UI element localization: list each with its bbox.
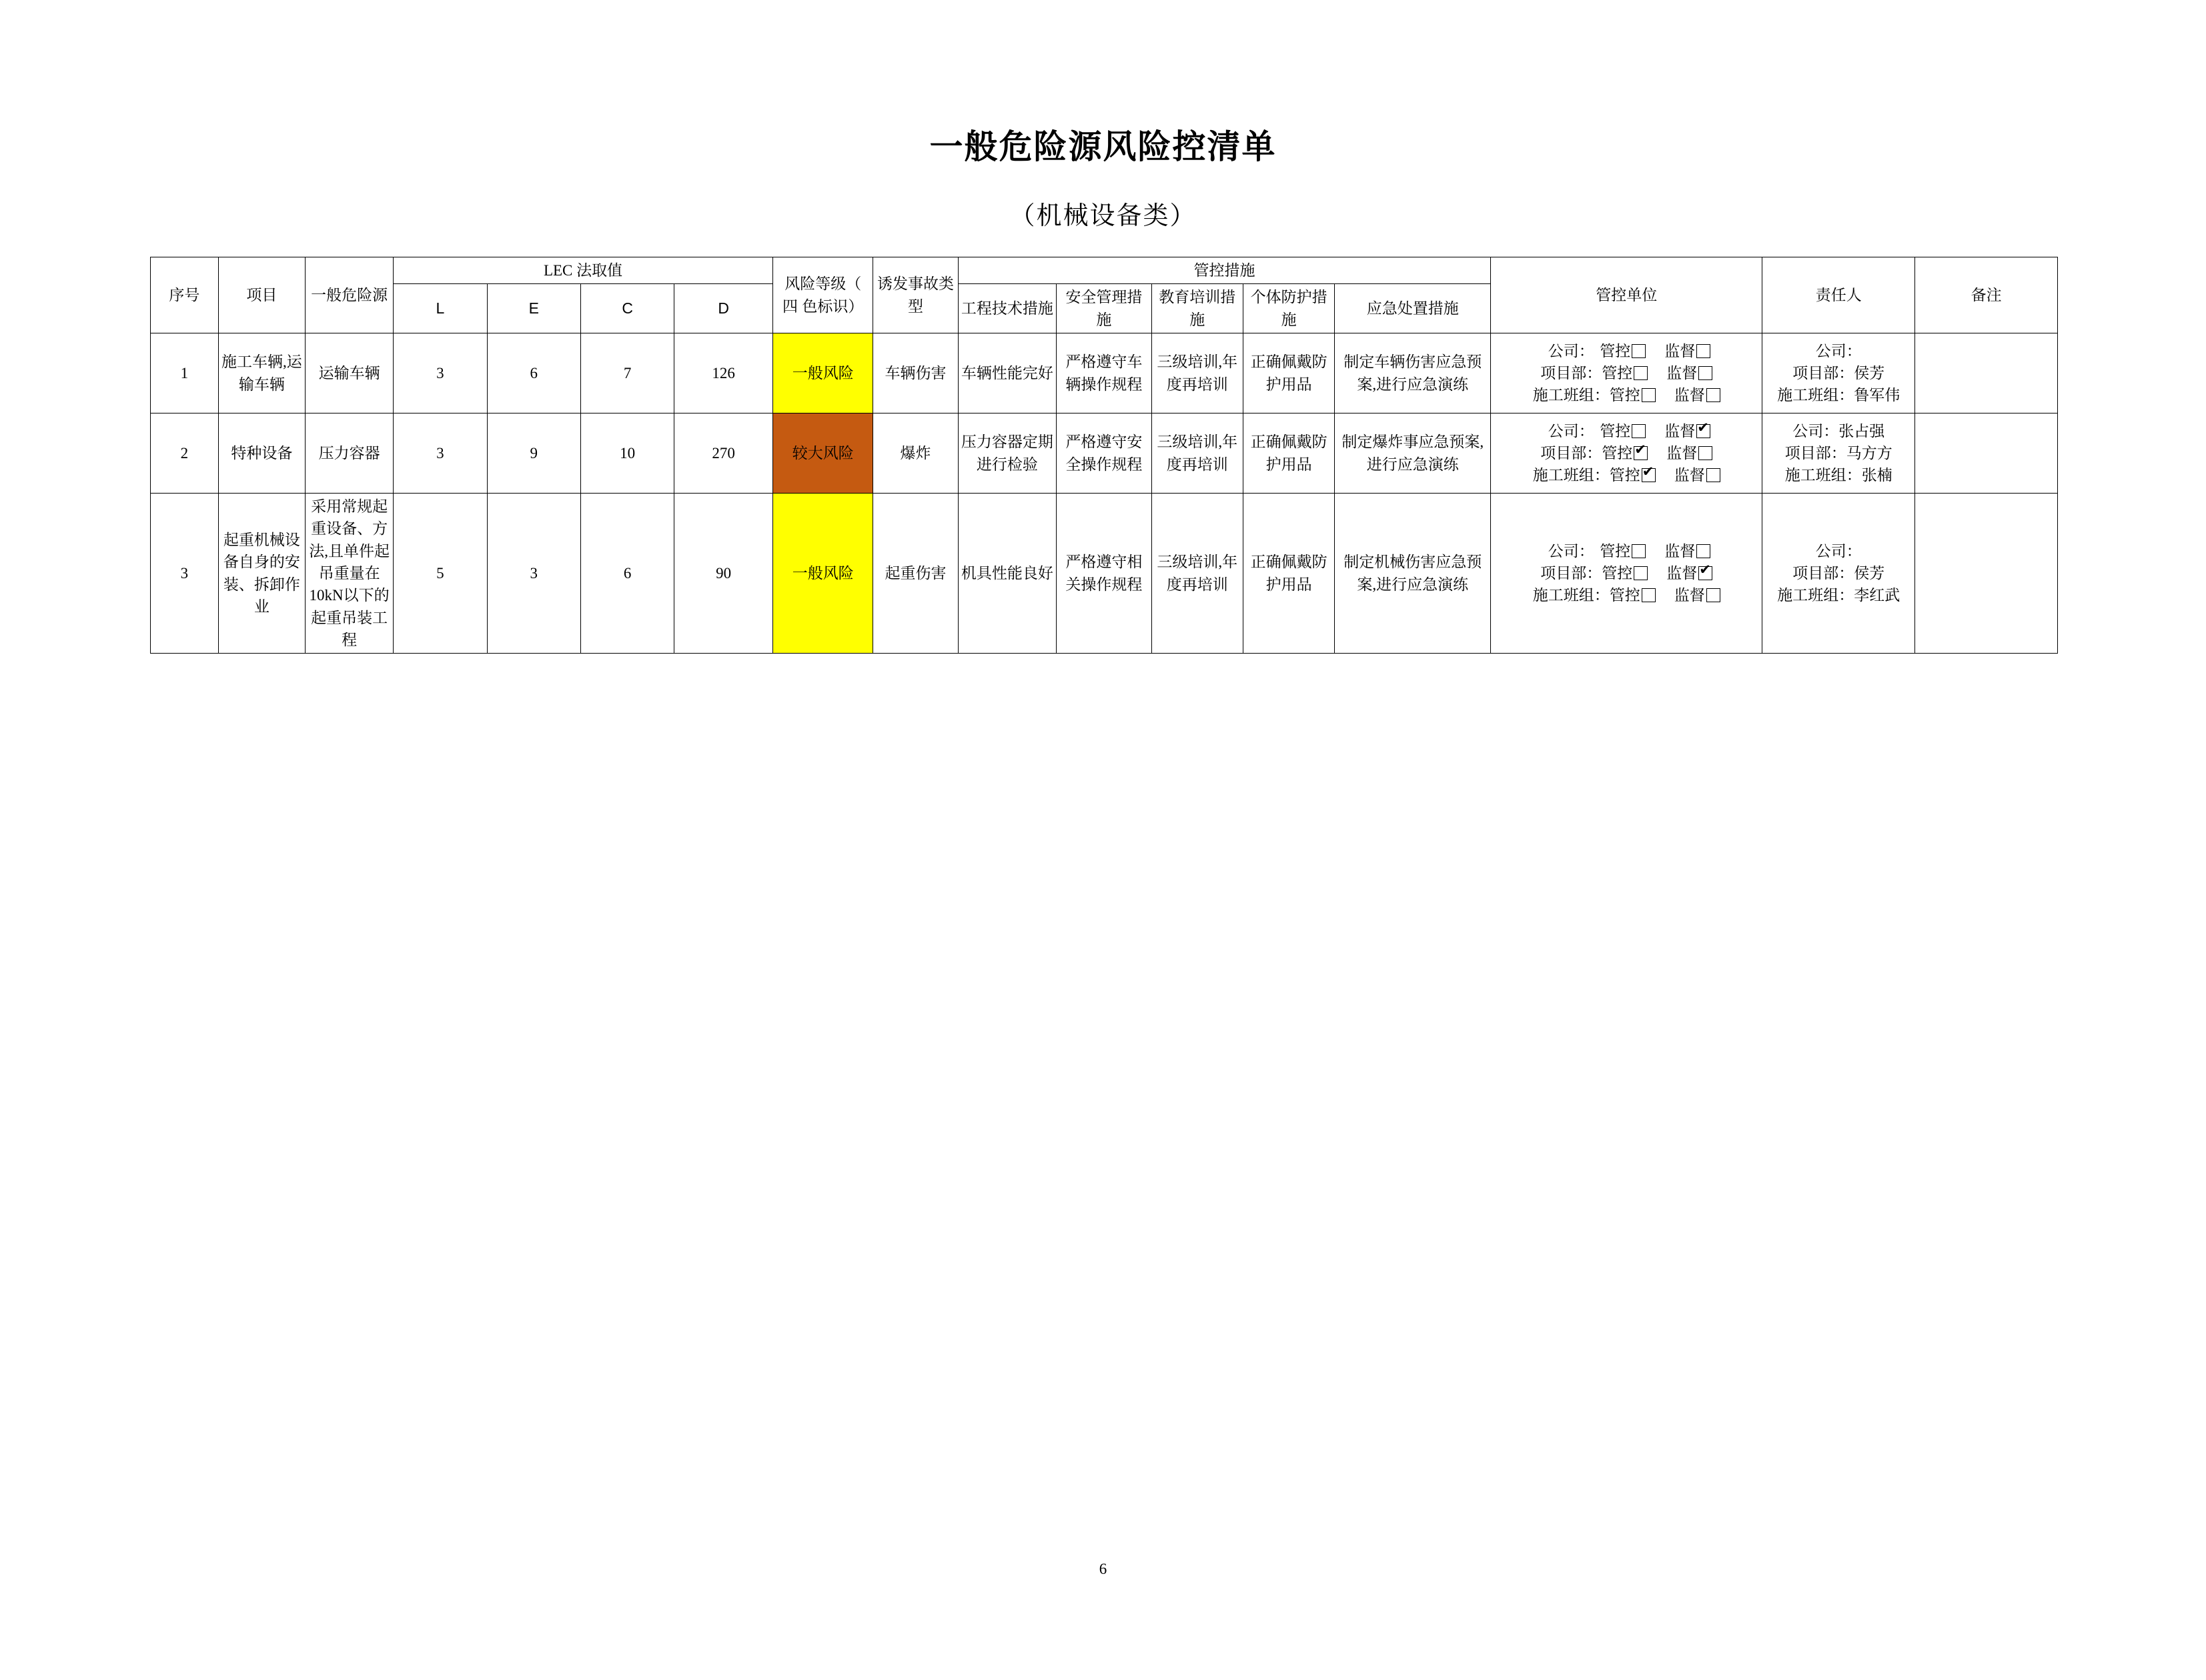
control-unit-label: 公司： — [1548, 342, 1594, 359]
responsible-line: 施工班组：张楠 — [1784, 467, 1892, 484]
cell-hazard: 采用常规起重设备、方法,且单件起吊重量在10kN以下的起重吊装工程 — [305, 494, 393, 654]
checkbox-control[interactable] — [1632, 344, 1646, 358]
cell-e: 9 — [487, 413, 580, 494]
checkbox-control[interactable] — [1632, 424, 1646, 438]
cell-project: 起重机械设备自身的安装、拆卸作业 — [218, 494, 305, 654]
control-unit-line — [1494, 442, 1759, 464]
control-unit-label: 施工班组： — [1532, 587, 1610, 604]
cell-ppe: 正确佩戴防护用品 — [1243, 333, 1334, 413]
cell-c: 10 — [580, 413, 674, 494]
cell-l: 5 — [394, 494, 487, 654]
control-unit-option-label: 管控 — [1609, 387, 1640, 404]
responsible-line: 项目部：侯芳 — [1792, 565, 1885, 582]
control-unit-option-label: 管控 — [1600, 422, 1631, 440]
risk-table-container — [150, 257, 2056, 654]
cell-project: 施工车辆,运输车辆 — [218, 333, 305, 413]
cell-project: 特种设备 — [218, 413, 305, 494]
cell-safety: 严格遵守安全操作规程 — [1057, 413, 1151, 494]
responsible-line: 项目部：马方方 — [1784, 444, 1892, 462]
th-lec-d: D — [674, 284, 773, 333]
risk-control-table — [150, 257, 2058, 654]
checkbox-control[interactable] — [1632, 544, 1646, 558]
cell-accident-type: 车辆伤害 — [873, 333, 958, 413]
cell-risk-level: 一般风险 — [772, 333, 873, 413]
cell-c: 6 — [580, 494, 674, 654]
control-unit-option-label: 监督 — [1664, 542, 1696, 560]
checkbox-supervise[interactable] — [1706, 388, 1720, 402]
cell-ppe: 正确佩戴防护用品 — [1243, 413, 1334, 494]
control-unit-line — [1494, 340, 1759, 362]
cell-remark — [1915, 494, 2058, 654]
cell-ppe: 正确佩戴防护用品 — [1243, 494, 1334, 654]
th-hazard: 一般危险源 — [305, 257, 393, 333]
cell-control-unit — [1491, 333, 1762, 413]
control-unit-option-label: 管控 — [1600, 542, 1631, 560]
cell-accident-type: 起重伤害 — [873, 494, 958, 654]
cell-emergency: 制定车辆伤害应急预案,进行应急演练 — [1335, 333, 1491, 413]
control-unit-option-label: 监督 — [1674, 467, 1705, 484]
cell-emergency: 制定爆炸事应急预案,进行应急演练 — [1335, 413, 1491, 494]
control-unit-option-label: 监督 — [1666, 444, 1698, 462]
page-subtitle: （机械设备类） — [1009, 202, 1197, 230]
cell-training: 三级培训,年度再培训 — [1151, 413, 1243, 494]
cell-e: 6 — [487, 333, 580, 413]
th-project: 项目 — [218, 257, 305, 333]
cell-control-unit — [1491, 413, 1762, 494]
control-unit-line — [1494, 464, 1759, 486]
control-unit-line — [1494, 540, 1759, 562]
control-unit-label: 施工班组： — [1532, 467, 1610, 484]
page-title: 一般危险源风险控清单 — [929, 128, 1277, 165]
cell-seq: 1 — [151, 333, 219, 413]
checkbox-supervise[interactable] — [1696, 424, 1710, 438]
cell-seq: 2 — [151, 413, 219, 494]
th-risk-level: 风险等级（ 四 色标识） — [772, 257, 873, 333]
cell-seq: 3 — [151, 494, 219, 654]
th-accident-type: 诱发事故类型 — [873, 257, 958, 333]
control-unit-label: 施工班组： — [1532, 387, 1610, 404]
checkbox-control[interactable] — [1642, 588, 1656, 602]
cell-safety: 严格遵守相关操作规程 — [1057, 494, 1151, 654]
cell-d: 270 — [674, 413, 773, 494]
control-unit-label: 公司： — [1548, 542, 1594, 560]
cell-responsible — [1762, 494, 1915, 654]
control-unit-option-label: 管控 — [1609, 587, 1640, 604]
cell-d: 90 — [674, 494, 773, 654]
control-unit-option-label: 管控 — [1600, 342, 1631, 359]
control-unit-line — [1494, 562, 1759, 584]
control-unit-option-label: 监督 — [1664, 422, 1696, 440]
control-unit-option-label: 管控 — [1602, 444, 1633, 462]
cell-c: 7 — [580, 333, 674, 413]
checkbox-control[interactable] — [1634, 366, 1648, 380]
control-unit-label: 项目部： — [1540, 444, 1602, 462]
checkbox-supervise[interactable] — [1706, 468, 1720, 482]
control-unit-line — [1494, 584, 1759, 606]
control-unit-option-label: 监督 — [1666, 565, 1698, 582]
table-header — [151, 257, 2058, 333]
checkbox-supervise[interactable] — [1698, 446, 1712, 460]
control-unit-option-label: 监督 — [1664, 342, 1696, 359]
cell-tech: 压力容器定期进行检验 — [958, 413, 1057, 494]
th-control-group: 管控措施 — [958, 257, 1491, 284]
cell-training: 三级培训,年度再培训 — [1151, 494, 1243, 654]
cell-l: 3 — [394, 333, 487, 413]
checkbox-supervise[interactable] — [1706, 588, 1720, 602]
checkbox-control[interactable] — [1642, 388, 1656, 402]
cell-responsible — [1762, 413, 1915, 494]
th-control-unit: 管控单位 — [1491, 257, 1762, 333]
th-lec-l: L — [394, 284, 487, 333]
cell-control-unit — [1491, 494, 1762, 654]
cell-remark — [1915, 413, 2058, 494]
control-unit-line — [1494, 362, 1759, 384]
control-unit-option-label: 管控 — [1602, 364, 1633, 381]
responsible-line: 公司： — [1815, 342, 1862, 359]
control-unit-option-label: 管控 — [1602, 565, 1633, 582]
th-training-measure: 教育培训措施 — [1151, 284, 1243, 333]
cell-l: 3 — [394, 413, 487, 494]
responsible-line: 公司：张占强 — [1792, 422, 1885, 440]
th-safety-measure: 安全管理措施 — [1057, 284, 1151, 333]
cell-emergency: 制定机械伤害应急预案,进行应急演练 — [1335, 494, 1491, 654]
checkbox-control[interactable] — [1634, 446, 1648, 460]
th-tech-measure: 工程技术措施 — [958, 284, 1057, 333]
cell-remark — [1915, 333, 2058, 413]
cell-e: 3 — [487, 494, 580, 654]
responsible-line: 公司： — [1815, 542, 1862, 560]
control-unit-option-label: 监督 — [1674, 387, 1705, 404]
checkbox-supervise[interactable] — [1698, 566, 1712, 580]
table-body — [151, 333, 2058, 654]
cell-hazard: 压力容器 — [305, 413, 393, 494]
table-row — [151, 413, 2058, 494]
table-row — [151, 494, 2058, 654]
responsible-line: 施工班组：鲁军伟 — [1777, 387, 1900, 404]
checkbox-control[interactable] — [1642, 468, 1656, 482]
cell-tech: 车辆性能完好 — [958, 333, 1057, 413]
cell-safety: 严格遵守车辆操作规程 — [1057, 333, 1151, 413]
th-emergency-measure: 应急处置措施 — [1335, 284, 1491, 333]
checkbox-supervise[interactable] — [1698, 366, 1712, 380]
control-unit-label: 公司： — [1548, 422, 1594, 440]
cell-tech: 机具性能良好 — [958, 494, 1057, 654]
cell-risk-level: 较大风险 — [772, 413, 873, 494]
cell-d: 126 — [674, 333, 773, 413]
table-row — [151, 333, 2058, 413]
control-unit-line — [1494, 420, 1759, 442]
th-lec-c: C — [580, 284, 674, 333]
cell-risk-level: 一般风险 — [772, 494, 873, 654]
cell-responsible — [1762, 333, 1915, 413]
th-seq: 序号 — [151, 257, 219, 333]
responsible-line: 施工班组：李红武 — [1777, 587, 1900, 604]
header-row-1 — [151, 257, 2058, 284]
cell-training: 三级培训,年度再培训 — [1151, 333, 1243, 413]
th-lec-e: E — [487, 284, 580, 333]
cell-hazard: 运输车辆 — [305, 333, 393, 413]
checkbox-supervise[interactable] — [1696, 344, 1710, 358]
th-lec-group: LEC 法取值 — [394, 257, 773, 284]
th-remark: 备注 — [1915, 257, 2058, 333]
page-number: 6 — [1099, 1561, 1107, 1577]
checkbox-control[interactable] — [1634, 566, 1648, 580]
responsible-line: 项目部：侯芳 — [1792, 364, 1885, 381]
control-unit-option-label: 监督 — [1674, 587, 1705, 604]
control-unit-label: 项目部： — [1540, 565, 1602, 582]
control-unit-option-label: 监督 — [1666, 364, 1698, 381]
th-responsible: 责任人 — [1762, 257, 1915, 333]
cell-accident-type: 爆炸 — [873, 413, 958, 494]
checkbox-supervise[interactable] — [1696, 544, 1710, 558]
th-ppe-measure: 个体防护措施 — [1243, 284, 1334, 333]
control-unit-line — [1494, 384, 1759, 406]
control-unit-label: 项目部： — [1540, 364, 1602, 381]
control-unit-option-label: 管控 — [1609, 467, 1640, 484]
document-page — [0, 120, 2206, 1680]
